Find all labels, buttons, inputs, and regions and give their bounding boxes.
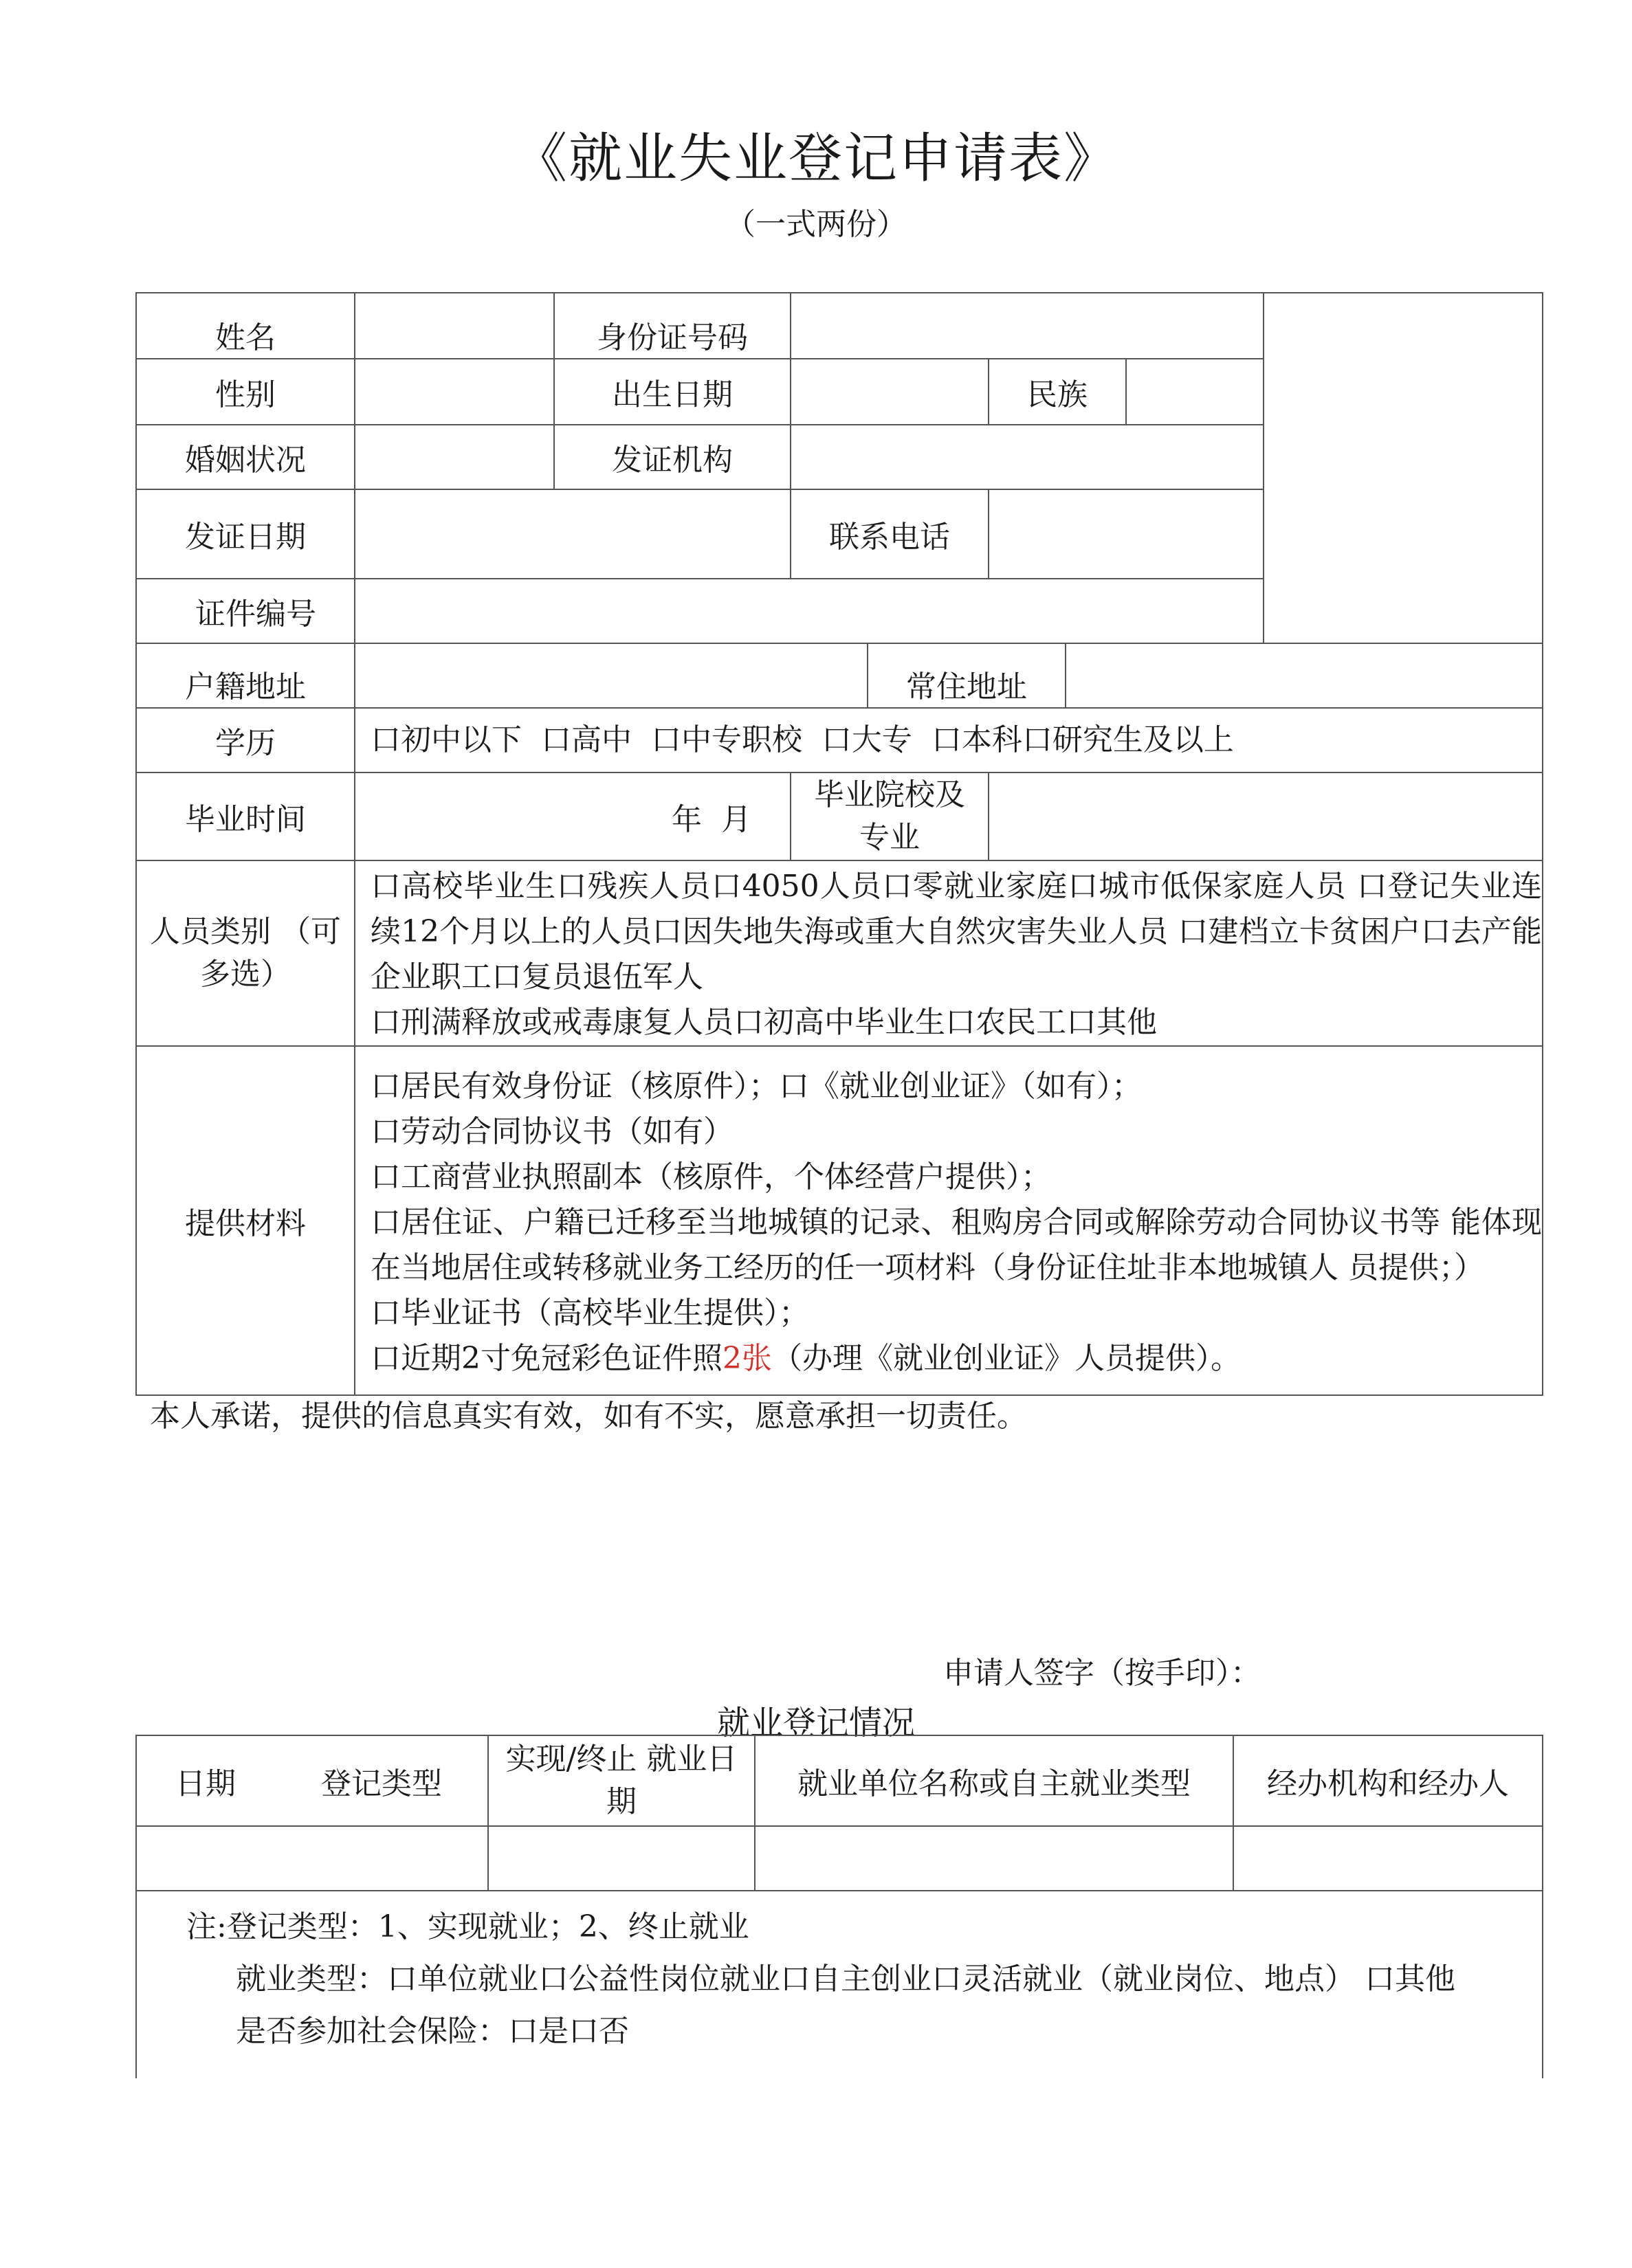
- note-social-insurance: 是否参加社会保险：口是口否: [236, 2014, 629, 2049]
- column-type-header: 登记类型: [321, 1766, 442, 1801]
- certificate-number-label: 证件编号: [136, 579, 355, 643]
- marital-status-field[interactable]: [355, 425, 554, 489]
- id-number-field[interactable]: [791, 293, 1264, 359]
- education-label: 学历: [136, 708, 355, 772]
- residence-address-label: 常住地址: [868, 643, 1066, 708]
- registration-section-title: 就业登记情况: [716, 1704, 915, 1742]
- hukou-address-field[interactable]: [355, 643, 868, 708]
- signature-label: 申请人签字（按手印）：: [943, 1656, 1261, 1691]
- person-category-options[interactable]: [355, 860, 1543, 1046]
- issue-date-field[interactable]: [355, 489, 791, 579]
- material-item-text: （办理《就业创业证》人员提供）。: [772, 1341, 1241, 1376]
- marital-status-label: 婚姻状况: [136, 425, 355, 489]
- column-employment-date-header: 实现/终止 就业日期: [488, 1735, 755, 1826]
- education-options[interactable]: 口初中以下 口高中 口中专职校 口大专 口本科口研究生及以上: [355, 708, 1543, 772]
- issuing-authority-field[interactable]: [791, 425, 1264, 489]
- photo-box: [1264, 293, 1543, 643]
- graduation-time-label: 毕业时间: [136, 772, 355, 860]
- material-item: [371, 1336, 1542, 1381]
- note-registration-type: 注:登记类型：1、实现就业；2、终止就业: [186, 1909, 749, 1944]
- material-item: 口劳动合同协议书（如有）: [371, 1114, 734, 1149]
- column-agency-header: 经办机构和经办人: [1233, 1735, 1543, 1826]
- column-date-header: 日期: [175, 1766, 236, 1801]
- phone-field[interactable]: [989, 489, 1264, 579]
- registration-agency-cell[interactable]: [1233, 1826, 1543, 1891]
- residence-address-field[interactable]: [1066, 643, 1543, 708]
- gender-field[interactable]: [355, 359, 554, 425]
- registration-table: [135, 1735, 1543, 2078]
- school-major-label: 毕业院校及 专业: [791, 772, 989, 860]
- material-item: 口毕业证书（高校毕业生提供）；: [371, 1296, 809, 1331]
- form-subtitle: （一式两份）: [725, 207, 907, 242]
- material-item: 口居住证、户籍已迁移至当地城镇的记录、租购房合同或解除劳动合同协议书等 能体现在当地居住或转移就业务工经历的任一项材料（身份证住址非本地城镇人 员提供；）: [371, 1205, 1543, 1285]
- hukou-address-label: 户籍地址: [136, 643, 355, 708]
- category-options-line: 口高校毕业生口残疾人员口4050人员口零就业家庭口城市低保家庭人员 口登记失业连续12个月以上的人员口因失地失海或重大自然灾害失业人员 口建档立卡贫困户口去产能企业职工口复员退伍军人: [371, 869, 1543, 994]
- registration-unit-cell[interactable]: [755, 1826, 1233, 1891]
- column-unit-header: 就业单位名称或自主就业类型: [755, 1735, 1233, 1826]
- gender-label: 性别: [136, 359, 355, 425]
- id-number-label: 身份证号码: [554, 293, 791, 359]
- name-field[interactable]: [355, 293, 554, 359]
- graduation-time-field[interactable]: 年 月: [355, 772, 791, 860]
- materials-list: [355, 1046, 1543, 1395]
- registration-employment-date-cell[interactable]: [488, 1826, 755, 1891]
- phone-label: 联系电话: [791, 489, 989, 579]
- category-options-line: 口刑满释放或戒毒康复人员口初高中毕业生口农民工口其他: [371, 1005, 1157, 1040]
- application-table: [135, 292, 1543, 1396]
- issuing-authority-label: 发证机构: [554, 425, 791, 489]
- person-category-label: 人员类别 （可多选）: [136, 860, 355, 1046]
- birth-date-label: 出生日期: [554, 359, 791, 425]
- name-label: 姓名: [136, 293, 355, 359]
- birth-date-field[interactable]: [791, 359, 989, 425]
- school-major-field[interactable]: [989, 772, 1543, 860]
- note-employment-type: 就业类型：口单位就业口公益性岗位就业口自主创业口灵活就业（就业岗位、地点） 口其他: [236, 1961, 1455, 1997]
- form-title: 《就业失业登记申请表》: [513, 128, 1118, 190]
- certificate-number-field[interactable]: [355, 579, 1264, 643]
- materials-label: 提供材料: [136, 1046, 355, 1395]
- ethnicity-label: 民族: [989, 359, 1126, 425]
- registration-date-type-cell[interactable]: [136, 1826, 488, 1891]
- photo-count-highlight: 2张: [723, 1341, 772, 1376]
- ethnicity-field[interactable]: [1126, 359, 1264, 425]
- date-type-header: [136, 1735, 488, 1826]
- material-item: 口工商营业执照副本（核原件，个体经营户提供）；: [371, 1159, 1051, 1194]
- applicant-pledge: 本人承诺，提供的信息真实有效，如有不实，愿意承担一切责任。: [150, 1399, 1027, 1434]
- material-item-text: 口近期2寸免冠彩色证件照: [371, 1341, 723, 1376]
- material-item: 口居民有效身份证（核原件）；口《就业创业证》（如有）；: [371, 1069, 1142, 1104]
- issue-date-label: 发证日期: [136, 489, 355, 579]
- notes-cell: [136, 1891, 1543, 2078]
